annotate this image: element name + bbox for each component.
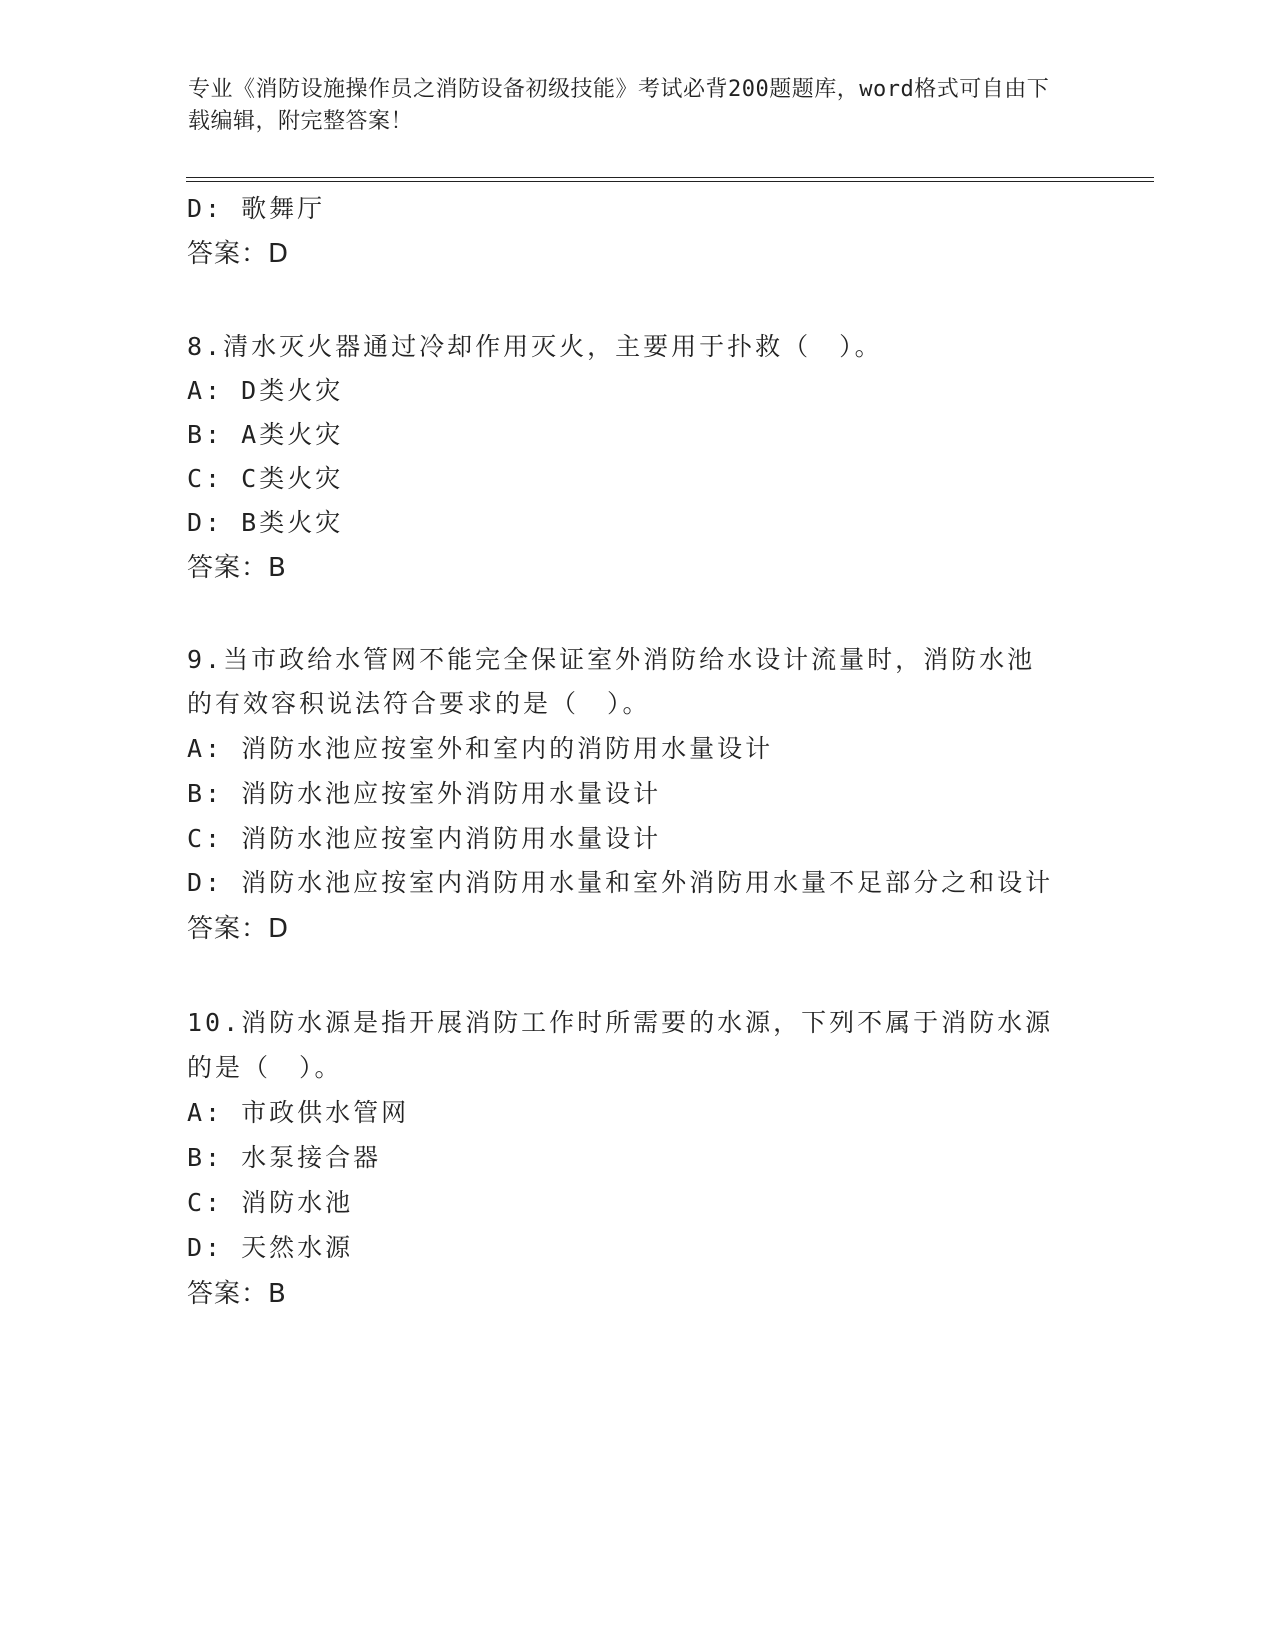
header-divider-bottom (186, 181, 1154, 182)
q7-answer: 答案：D (187, 239, 290, 269)
q10-option-b: B: 水泵接合器 (187, 1143, 382, 1172)
q8-stem: 8.清水灭火器通过冷却作用灭火，主要用于扑救（ ）。 (187, 332, 883, 361)
q9-option-d: D: 消防水池应按室内消防用水量和室外消防用水量不足部分之和设计 (187, 868, 1054, 897)
q10-stem-line-1: 10.消防水源是指开展消防工作时所需要的水源，下列不属于消防水源 (187, 1008, 1054, 1037)
q8-option-a: A: D类火灾 (187, 376, 344, 405)
q9-answer: 答案：D (187, 914, 290, 944)
q10-option-d: D: 天然水源 (187, 1233, 354, 1262)
q9-option-a: A: 消防水池应按室外和室内的消防用水量设计 (187, 734, 774, 763)
q8-option-b: B: A类火灾 (187, 420, 344, 449)
q10-answer: 答案：B (187, 1279, 287, 1309)
page-header: 专业《消防设施操作员之消防设备初级技能》考试必背200题题库，word格式可自由下载编辑，附完整答案！ (188, 77, 1050, 134)
q9-stem-line-1: 9.当市政给水管网不能完全保证室外消防给水设计流量时，消防水池 (187, 645, 1036, 674)
q9-option-b: B: 消防水池应按室外消防用水量设计 (187, 779, 662, 808)
q9-option-c: C: 消防水池应按室内消防用水量设计 (187, 824, 662, 853)
q8-option-c: C: C类火灾 (187, 464, 344, 493)
q10-option-a: A: 市政供水管网 (187, 1098, 410, 1127)
q10-stem-line-2: 的是（ ）。 (187, 1053, 343, 1082)
q7-option-d: D: 歌舞厅 (187, 194, 326, 223)
header-divider-top (186, 177, 1154, 178)
q8-option-d: D: B类火灾 (187, 508, 344, 537)
q9-stem-line-2: 的有效容积说法符合要求的是（ ）。 (187, 689, 651, 718)
q8-answer: 答案：B (187, 553, 287, 583)
q10-option-c: C: 消防水池 (187, 1188, 354, 1217)
